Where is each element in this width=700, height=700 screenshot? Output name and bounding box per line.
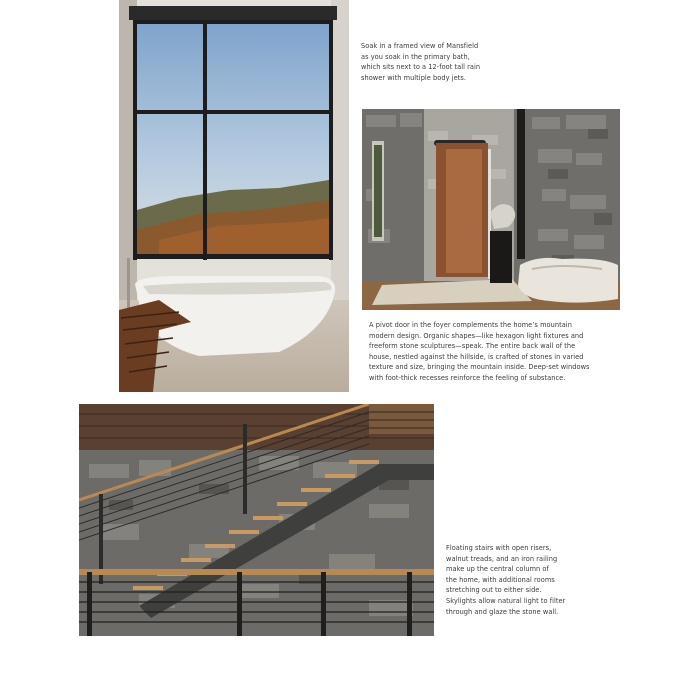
caption-line: Skylights allow natural light to filter — [446, 596, 566, 605]
foyer-caption — [369, 320, 590, 384]
caption-line: stretching out to either side. — [446, 586, 542, 595]
caption-line: shower with multiple body jets. — [361, 73, 466, 82]
bath-photo — [119, 0, 349, 392]
caption-line: walnut treads, and an iron railing — [446, 554, 558, 563]
foyer-photo — [362, 109, 620, 310]
caption-line: through and glaze the stone wall. — [446, 607, 559, 616]
stairs-photo — [79, 404, 434, 636]
caption-line: which sits next to a 12-foot tall rain — [361, 63, 481, 72]
caption-line: modern design. Organic shapes—like hexagon light fixtures and — [369, 331, 584, 340]
caption-line: texture and size, bringing the mountain inside. Deep-set windows — [369, 363, 590, 372]
caption-line: make up the central column of — [446, 565, 549, 574]
caption-line: with foot-thick recesses reinforce the feeling of substance. — [369, 373, 566, 382]
stairs-caption — [446, 543, 565, 617]
caption-line: freeform stone sculptures—speak. The entire back wall of the — [369, 342, 576, 351]
caption-line: as you soak in the primary bath, — [361, 52, 470, 61]
caption-line: A pivot door in the foyer complements the home’s mountain — [369, 321, 572, 329]
caption-line: Floating stairs with open risers, — [446, 544, 552, 552]
caption-line: Soak in a framed view of Mansfield — [361, 42, 479, 50]
caption-line: house, nestled against the hillside, is crafted of stones in varied — [369, 352, 584, 361]
caption-line: the home, with additional rooms — [446, 575, 555, 584]
bath-caption — [361, 41, 480, 83]
